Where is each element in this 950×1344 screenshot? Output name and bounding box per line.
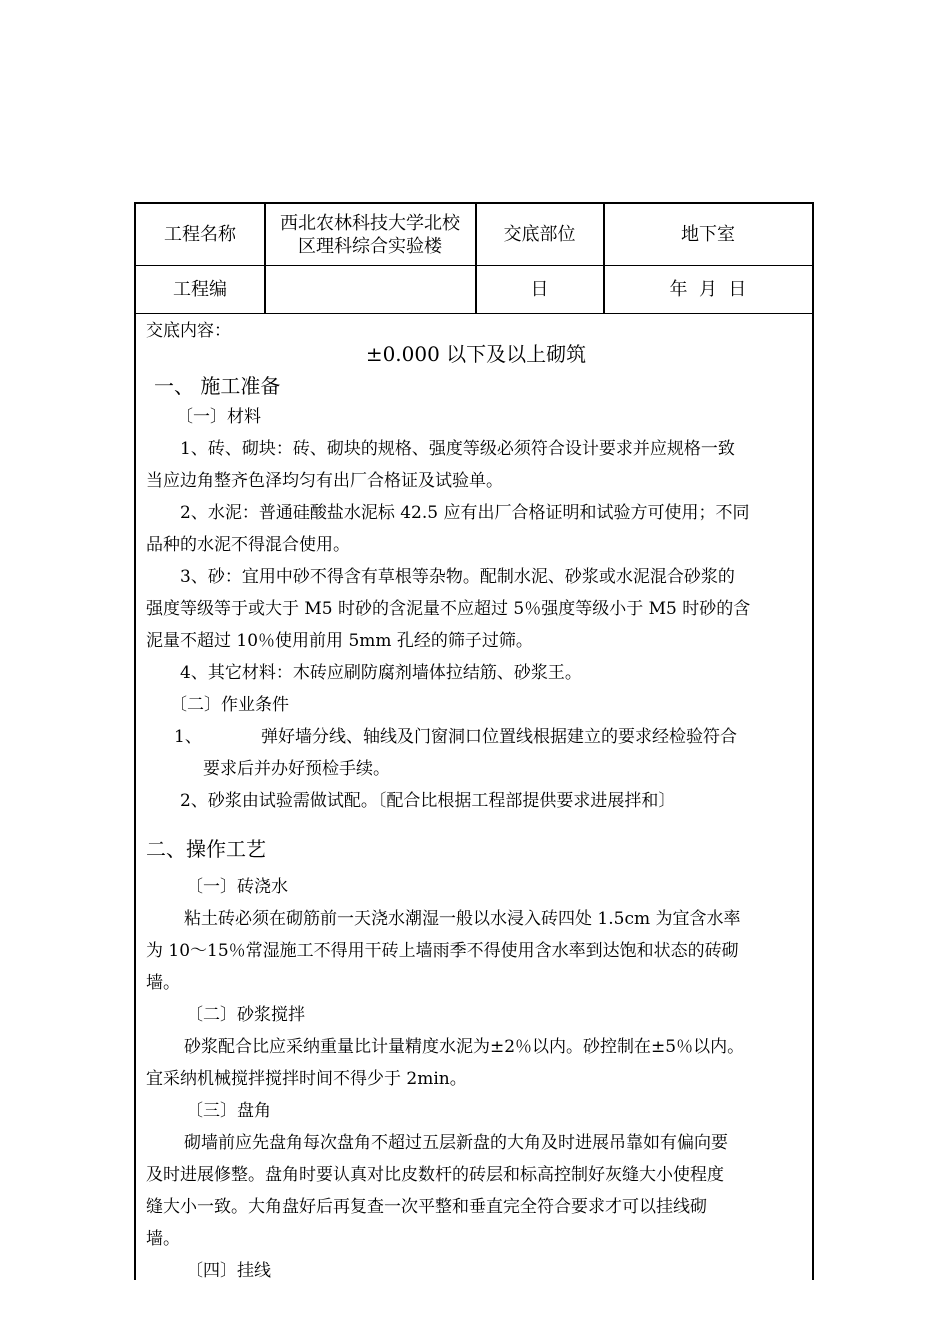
s1-p1-line-1: 1、砖、砌块：砖、砌块的规格、强度等级必须符合设计要求并应规格一致 [180,439,735,459]
section-1-sub-2: 〔二〕作业条件 [170,695,289,715]
s2-p3-line-2: 及时进展修整。盘角时要认真对比皮数杆的砖层和标高控制好灰缝大小使程度 [146,1165,724,1185]
section-1-heading: 一、 施工准备 [154,374,281,398]
s1-p2-line-2: 品种的水泥不得混合使用。 [146,535,350,555]
section-2-sub-1: 〔一〕砖浇水 [186,877,288,897]
section-2-sub-2: 〔二〕砂浆搅拌 [186,1005,305,1025]
s1-w1-line-1: 弹好墙分线、轴线及门窗洞口位置线根据建立的要求经检验符合 [261,727,737,747]
section-2-heading: 二、操作工艺 [146,837,266,861]
s1-p1-line-2: 当应边角整齐色泽均匀有出厂合格证及试验单。 [146,471,503,491]
s2-p1-line-3: 墙。 [146,973,180,993]
section-1-sub-1: 〔一〕材料 [176,407,261,427]
project-no-value [265,265,477,313]
s1-p3-line-1: 3、砂：宜用中砂不得含有草根等杂物。配制水泥、砂浆或水泥混合砂浆的 [180,567,735,587]
handover-location-value: 地下室 [681,224,735,245]
date-label: 日 [476,265,605,313]
s2-p3-line-3: 缝大小一致。大角盘好后再复查一次平整和垂直完全符合要求才可以挂线砌 [146,1197,707,1217]
date-value: 年 月 日 [669,278,747,300]
s1-p4: 4、其它材料：木砖应刷防腐剂墙体拉结筋、砂浆王。 [180,663,582,683]
header-row-1 [136,204,812,266]
project-name-line-1: 西北农林科技大学北校 [280,212,460,234]
handover-table [134,202,814,1280]
s1-p3-line-3: 泥量不超过 10％使用前用 5mm 孔经的筛子过筛。 [146,631,533,651]
s2-p1-line-1: 粘土砖必须在砌筋前一天浇水潮湿一般以水浸入砖四处 1.5cm 为宜含水率 [184,909,741,929]
s1-w2: 2、砂浆由试验需做试配。〔配合比根据工程部提供要求进展拌和〕 [180,791,676,811]
content-label: 交底内容： [146,321,231,341]
project-name-value [265,204,477,265]
project-name-line-2: 区理科综合实验楼 [298,235,442,257]
s1-p3-line-2: 强度等级等于或大于 M5 时砂的含泥量不应超过 5％强度等级小于 M5 时砂的含 [146,599,751,619]
project-no-label: 工程编 [136,265,266,313]
content-title: ±0.000 以下及以上砌筑 [365,342,587,366]
project-name-label: 工程名称 [136,204,266,265]
header-row-2 [136,265,812,314]
s2-p3-line-4: 墙。 [146,1229,180,1249]
section-2-sub-3: 〔三〕盘角 [186,1101,271,1121]
s2-p2-line-1: 砂浆配合比应采纳重量比计量精度水泥为±2％以内。砂控制在±5％以内。 [184,1037,745,1057]
s2-p2-line-2: 宜采纳机械搅拌搅拌时间不得少于 2min。 [146,1069,467,1089]
s1-w1-number: 1、 [174,727,202,747]
s1-p2-line-1: 2、水泥：普通硅酸盐水泥标 42.5 应有出厂合格证明和试验方可使用；不同 [180,503,750,523]
s2-p1-line-2: 为 10～15％常湿施工不得用干砖上墙雨季不得使用含水率到达饱和状态的砖砌 [146,941,739,961]
section-2-sub-4: 〔四〕挂线 [186,1261,271,1281]
s2-p3-line-1: 砌墙前应先盘角每次盘角不超过五层新盘的大角及时进展吊靠如有偏向要 [184,1133,728,1153]
handover-location-label: 交底部位 [476,204,605,265]
s1-w1-line-2: 要求后并办好预检手续。 [203,759,390,779]
